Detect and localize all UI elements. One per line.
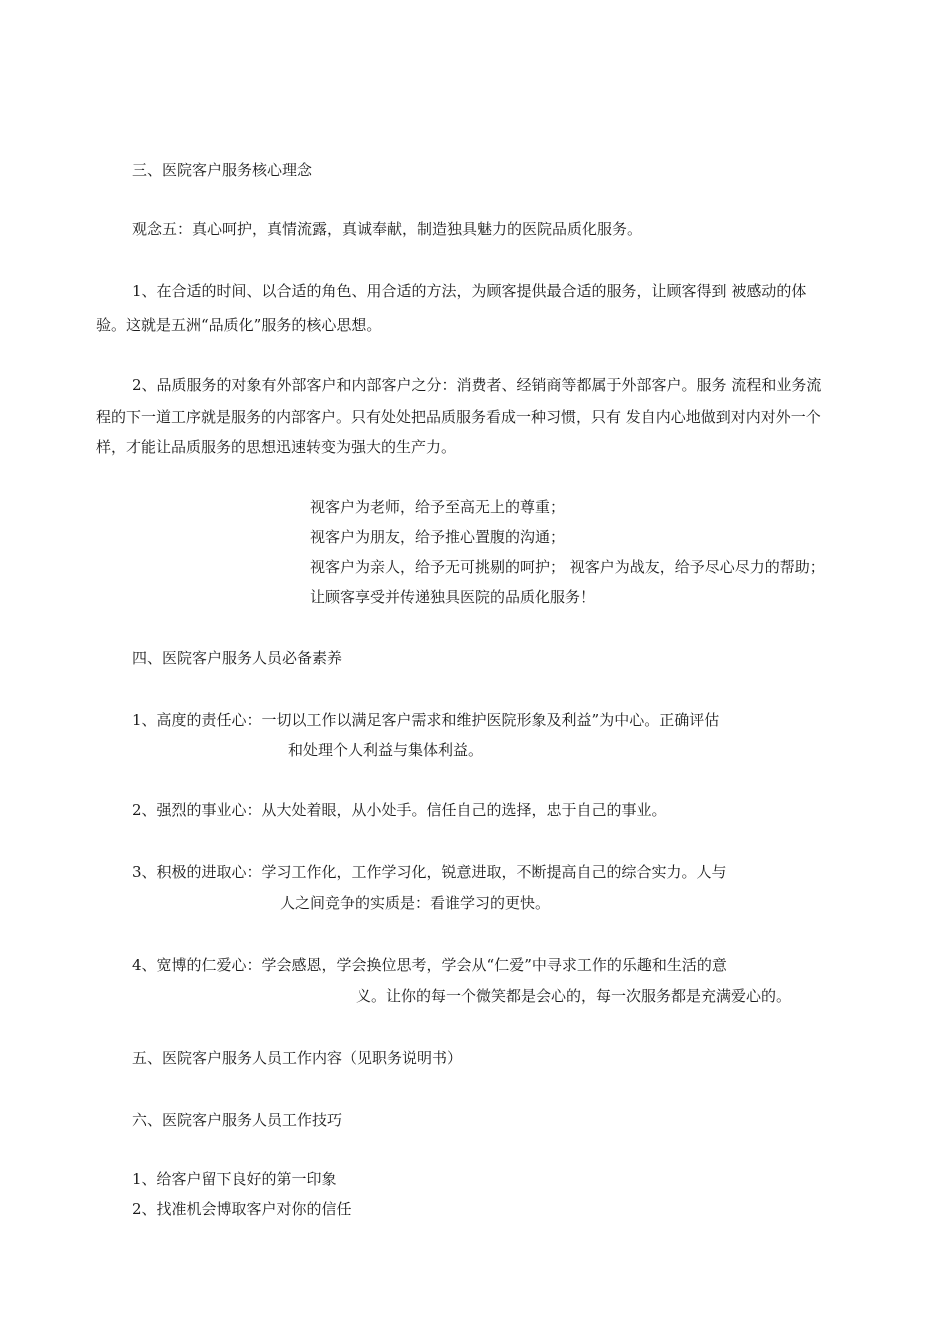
quality-1-line-1: 1、高度的责任心：一切以工作以满足客户需求和维护医院形象及利益”为中心。正确评估 — [132, 711, 720, 729]
section-3-heading: 三、医院客户服务核心理念 — [132, 161, 313, 179]
creed-line-3: 视客户为亲人，给予无可挑剔的呵护； 视客户为战友，给予尽心尽力的帮助； — [310, 558, 825, 576]
para-1-line-1: 1、在合适的时间、以合适的角色、用合适的方法，为顾客提供最合适的服务，让顾客得到 被感动的体 — [132, 282, 807, 300]
section-6-heading: 六、医院客户服务人员工作技巧 — [132, 1111, 343, 1129]
concept-five: 观念五：真心呵护，真情流露，真诚奉献，制造独具魅力的医院品质化服务。 — [132, 220, 643, 238]
section-4-heading: 四、医院客户服务人员必备素养 — [132, 649, 343, 667]
para-1-line-2: 验。这就是五洲“品质化”服务的核心思想。 — [96, 316, 382, 334]
quality-1-line-2: 和处理个人利益与集体利益。 — [288, 741, 484, 759]
quality-3-line-1: 3、积极的进取心：学习工作化，工作学习化，锐意进取，不断提高自己的综合实力。人与 — [132, 863, 727, 881]
quality-4-line-1: 4、宽博的仁爱心：学会感恩，学会换位思考，学会从“仁爱”中寻求工作的乐趣和生活的意 — [132, 956, 727, 974]
quality-3-line-2: 人之间竞争的实质是：看谁学习的更快。 — [280, 894, 551, 912]
section-5-heading: 五、医院客户服务人员工作内容（见职务说明书） — [132, 1049, 463, 1067]
quality-2: 2、强烈的事业心：从大处着眼，从小处手。信任自己的选择，忠于自己的事业。 — [132, 801, 667, 819]
para-2-line-3: 样，才能让品质服务的思想迅速转变为强大的生产力。 — [96, 438, 457, 456]
quality-4-line-2: 义。让你的每一个微笑都是会心的，每一次服务都是充满爱心的。 — [356, 987, 792, 1005]
para-2-line-1: 2、品质服务的对象有外部客户和内部客户之分：消费者、经销商等都属于外部客户。服务 流程和业务流 — [132, 376, 822, 394]
tip-1: 1、给客户留下良好的第一印象 — [132, 1170, 337, 1188]
creed-line-2: 视客户为朋友，给予推心置腹的沟通； — [310, 528, 566, 546]
para-2-line-2: 程的下一道工序就是服务的内部客户。只有处处把品质服务看成一种习惯，只有 发自内心地做到对内对外一个 — [96, 408, 821, 426]
creed-line-1: 视客户为老师，给予至高无上的尊重； — [310, 498, 566, 516]
creed-line-4: 让顾客享受并传递独具医院的品质化服务！ — [310, 588, 596, 606]
tip-2: 2、找准机会博取客户对你的信任 — [132, 1200, 352, 1218]
